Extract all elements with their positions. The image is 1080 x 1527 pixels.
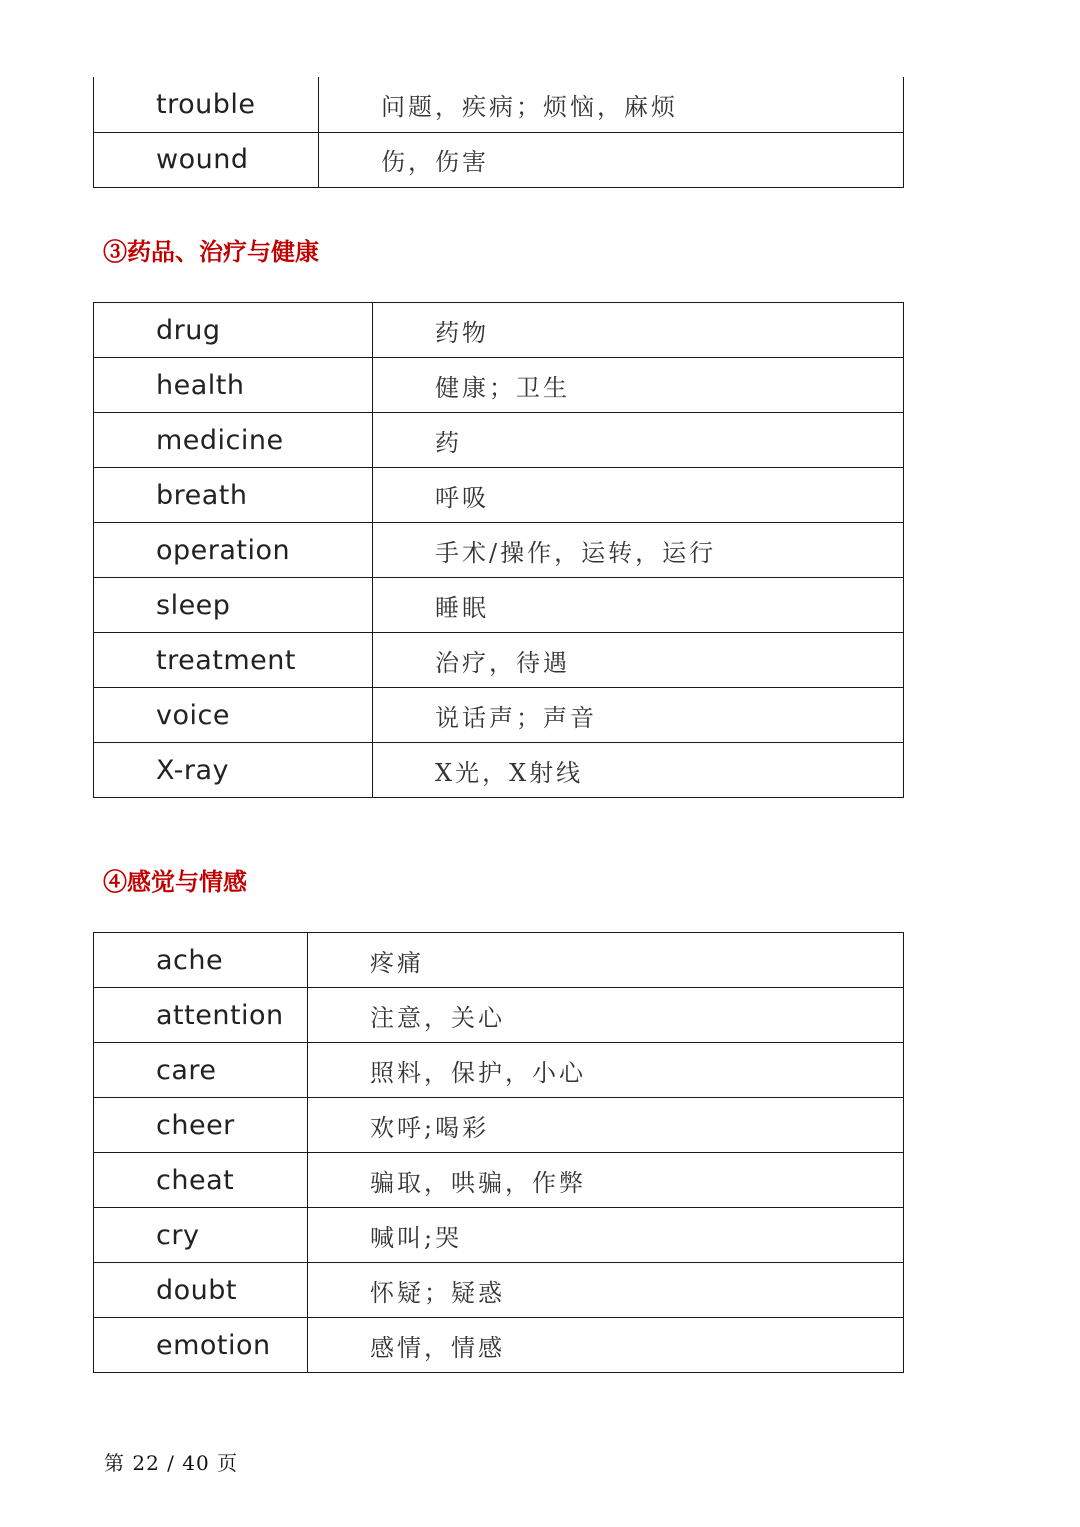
- meaning-cell: 骗取，哄骗，作弊: [308, 1153, 904, 1208]
- meaning-cell: 问题，疾病；烦恼，麻烦: [319, 77, 904, 132]
- meaning-cell: 疼痛: [308, 933, 904, 988]
- meaning-cell: 健康；卫生: [373, 358, 904, 413]
- meaning-cell: 治疗，待遇: [373, 633, 904, 688]
- vocab-table-continued: [93, 77, 904, 188]
- meaning-cell: 药物: [373, 303, 904, 358]
- word-cell: cry: [94, 1208, 308, 1263]
- meaning-cell: 说话声；声音: [373, 688, 904, 743]
- section-heading-medicine: ③药品、治疗与健康: [103, 237, 319, 266]
- meaning-cell: 注意，关心: [308, 988, 904, 1043]
- page-number: 第 22 / 40 页: [104, 1451, 239, 1475]
- word-cell: breath: [94, 468, 373, 523]
- meaning-cell: 药: [373, 413, 904, 468]
- meaning-cell: 照料，保护，小心: [308, 1043, 904, 1098]
- table-row: [94, 413, 904, 468]
- word-cell: medicine: [94, 413, 373, 468]
- table-row: [94, 988, 904, 1043]
- meaning-cell: 喊叫;哭: [308, 1208, 904, 1263]
- table-row: [94, 633, 904, 688]
- table-row: [94, 1153, 904, 1208]
- table-row: [94, 1043, 904, 1098]
- word-cell: doubt: [94, 1263, 308, 1318]
- table-row: [94, 523, 904, 578]
- word-cell: cheat: [94, 1153, 308, 1208]
- meaning-cell: 呼吸: [373, 468, 904, 523]
- word-cell: operation: [94, 523, 373, 578]
- table-row: [94, 688, 904, 743]
- table-row: [94, 77, 904, 132]
- meaning-cell: 欢呼;喝彩: [308, 1098, 904, 1153]
- table-row: [94, 933, 904, 988]
- meaning-cell: 伤，伤害: [319, 132, 904, 187]
- word-cell: voice: [94, 688, 373, 743]
- meaning-cell: 感情，情感: [308, 1318, 904, 1373]
- word-cell: health: [94, 358, 373, 413]
- word-cell: ache: [94, 933, 308, 988]
- meaning-cell: 睡眠: [373, 578, 904, 633]
- word-cell: wound: [94, 132, 319, 187]
- table-row: [94, 468, 904, 523]
- table-row: [94, 743, 904, 798]
- word-cell: X-ray: [94, 743, 373, 798]
- table-row: [94, 132, 904, 187]
- vocab-table-medicine: [93, 302, 904, 798]
- word-cell: care: [94, 1043, 308, 1098]
- table-row: [94, 303, 904, 358]
- word-cell: trouble: [94, 77, 319, 132]
- meaning-cell: 怀疑；疑惑: [308, 1263, 904, 1318]
- table-row: [94, 1263, 904, 1318]
- word-cell: treatment: [94, 633, 373, 688]
- vocab-table-feelings: [93, 932, 904, 1373]
- word-cell: cheer: [94, 1098, 308, 1153]
- word-cell: emotion: [94, 1318, 308, 1373]
- meaning-cell: 手术/操作，运转，运行: [373, 523, 904, 578]
- meaning-cell: X光，X射线: [373, 743, 904, 798]
- table-row: [94, 1208, 904, 1263]
- table-row: [94, 578, 904, 633]
- word-cell: attention: [94, 988, 308, 1043]
- word-cell: drug: [94, 303, 373, 358]
- table-row: [94, 1098, 904, 1153]
- table-row: [94, 1318, 904, 1373]
- table-row: [94, 358, 904, 413]
- section-heading-feelings: ④感觉与情感: [103, 867, 247, 896]
- word-cell: sleep: [94, 578, 373, 633]
